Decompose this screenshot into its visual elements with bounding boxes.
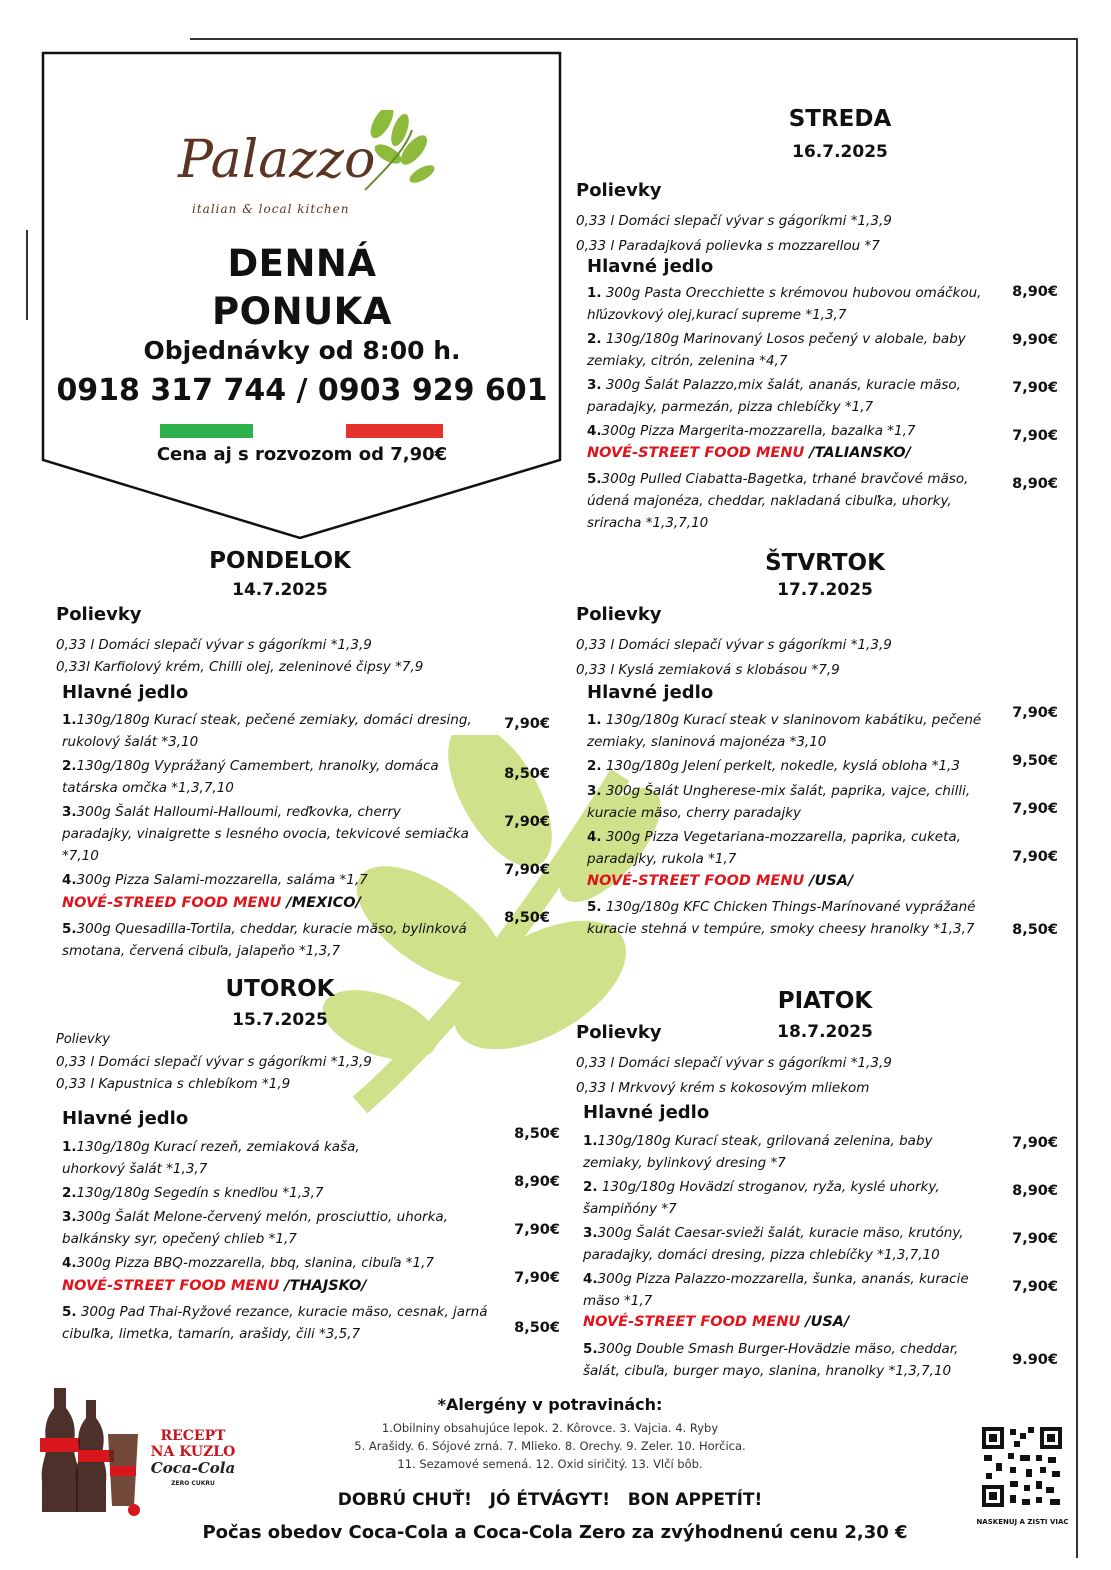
day-date-tuesday: 15.7.2025: [232, 1010, 328, 1030]
title-line-2: PONUKA: [212, 290, 392, 333]
soup-monday-1: 0,33 l Domáci slepačí vývar s gágoríkmi *1,3,9: [56, 637, 372, 653]
price-friday-3: 7,90€: [1012, 1231, 1058, 1247]
qr-caption: NASKENUJ A ZISTI VIAC: [976, 1518, 1069, 1526]
frame-line-left: [26, 230, 28, 320]
promo-brand: Coca-Cola: [150, 1459, 236, 1477]
coca-cola-offer: Počas obedov Coca-Cola a Coca-Cola Zero za zvýhodnenú cenu 2,30 €: [202, 1522, 908, 1543]
price-monday-4: 7,90€: [504, 862, 550, 878]
menu-item-tuesday-1: 1.130g/180g Kurací rezeň, zemiaková kaša, uhorkový šalát *1,3,7: [62, 1139, 360, 1177]
menu-item-thursday-2: 2. 130g/180g Jelení perkelt, nokedle, kyslá obloha *1,3: [587, 758, 960, 774]
menu-item-thursday-4: 4. 300g Pizza Vegetariana-mozzarella, paprika, cuketa, paradajky, rukola *1,7: [587, 829, 961, 867]
day-name-friday: PIATOK: [777, 988, 873, 1014]
allergens-line-3: 11. Sezamové semená. 12. Oxid siričitý. 13. Vlčí bôb.: [397, 1457, 703, 1471]
price-friday-5: 9.90€: [1012, 1352, 1058, 1368]
soups-label-wednesday: Polievky: [576, 180, 662, 201]
frame-line-top: [190, 38, 1078, 40]
qr-code-icon[interactable]: [980, 1425, 1064, 1509]
price-tuesday-4: 7,90€: [514, 1270, 560, 1286]
price-thursday-1: 7,90€: [1012, 705, 1058, 721]
menu-item-monday-3: 3.300g Šalát Halloumi-Halloumi, reďkovka, cherry paradajky, vinaigrette s lesného ovocia, tekvicové semiačka *7,10: [62, 804, 469, 864]
menu-item-friday-2: 2. 130g/180g Hovädzí stroganov, ryža, kyslé uhorky, šampiňóny *7: [583, 1179, 940, 1217]
delivery-price: Cena aj s rozvozom od 7,90€: [156, 444, 448, 465]
mains-label-friday: Hlavné jedlo: [583, 1102, 710, 1123]
frame-line-right: [1076, 38, 1078, 1558]
menu-item-monday-2: 2.130g/180g Vyprážaný Camembert, hranolky, domáca tatárska omčka *1,3,7,10: [62, 758, 439, 796]
menu-item-thursday-5: 5. 130g/180g KFC Chicken Things-Marínované vyprážané kuracie stehná v tempúre, smoky cheesy hranolky *1,3,7: [587, 899, 976, 937]
price-tuesday-3: 7,90€: [514, 1222, 560, 1238]
price-thursday-5: 8,50€: [1012, 922, 1058, 938]
allergens-line-1: 1.Obilniny obsahujúce lepok. 2. Kôrovce. 3. Vajcia. 4. Ryby: [381, 1421, 719, 1435]
promo-line-2: NA KUZLO: [150, 1444, 236, 1460]
price-friday-4: 7,90€: [1012, 1279, 1058, 1295]
price-wednesday-2: 9,90€: [1012, 332, 1058, 348]
price-thursday-4: 7,90€: [1012, 849, 1058, 865]
soup-thursday-1: 0,33 l Domáci slepačí vývar s gágoríkmi *1,3,9: [576, 637, 892, 653]
menu-item-tuesday-2: 2.130g/180g Segedín s knedľou *1,3,7: [62, 1185, 324, 1201]
flag-red-stripe: [346, 424, 443, 438]
mains-label-wednesday: Hlavné jedlo: [587, 256, 714, 277]
street-food-label-monday: NOVÉ-STREED FOOD MENU /MEXICO/: [62, 895, 361, 911]
soups-label-thursday: Polievky: [576, 604, 662, 625]
promo-zero-sugar: ZERO CUKRU: [171, 1480, 215, 1487]
soup-tuesday-2: 0,33 l Kapustnica s chlebíkom *1,9: [56, 1076, 291, 1092]
soup-wednesday-2: 0,33 l Paradajková polievka s mozzarellou *7: [576, 238, 880, 254]
soup-friday-1: 0,33 l Domáci slepačí vývar s gágoríkmi *1,3,9: [576, 1055, 892, 1071]
price-monday-1: 7,90€: [504, 716, 550, 732]
allergens-line-2: 5. Arašidy. 6. Sójové zrná. 7. Mlieko. 8. Orechy. 9. Zeler. 10. Horčica.: [354, 1439, 746, 1453]
day-name-wednesday: STREDA: [788, 106, 892, 132]
soup-monday-2: 0,33l Karfiolový krém, Chilli olej, zeleninové čipsy *7,9: [56, 659, 424, 675]
soups-label-tuesday: Polievky: [56, 1032, 110, 1047]
day-name-monday: PONDELOK: [209, 548, 351, 574]
price-wednesday-1: 8,90€: [1012, 284, 1058, 300]
coca-cola-bottles-image: [34, 1378, 146, 1518]
phone-numbers: 0918 317 744 / 0903 929 601: [56, 373, 548, 408]
menu-item-wednesday-4: 4.300g Pizza Margerita-mozzarella, bazalka *1,7: [587, 423, 916, 439]
menu-item-wednesday-3: 3. 300g Šalát Palazzo,mix šalát, ananás, kuracie mäso, paradajky, parmezán, pizza chlebíčky *1,7: [587, 377, 961, 415]
menu-item-friday-4: 4.300g Pizza Palazzo-mozzarella, šunka, ananás, kuracie mäso *1,7: [583, 1271, 969, 1309]
soups-label-friday: Polievky: [576, 1022, 662, 1043]
menu-item-wednesday-1: 1. 300g Pasta Orecchiette s krémovou hubovou omáčkou, hľúzovkový olej,kurací supreme *1,3,7: [587, 285, 982, 323]
day-name-thursday: ŠTVRTOK: [765, 550, 885, 576]
street-food-label-tuesday: NOVÉ-STREET FOOD MENU /THAJSKO/: [62, 1278, 367, 1294]
day-name-tuesday: UTOROK: [225, 976, 335, 1002]
menu-item-thursday-1: 1. 130g/180g Kurací steak v slaninovom kabátiku, pečené zemiaky, slaninová majonéza *3,10: [587, 712, 982, 750]
mains-label-tuesday: Hlavné jedlo: [62, 1108, 189, 1129]
price-wednesday-4: 7,90€: [1012, 428, 1058, 444]
price-monday-5: 8,50€: [504, 910, 550, 926]
soups-label-monday: Polievky: [56, 604, 142, 625]
price-thursday-3: 7,90€: [1012, 801, 1058, 817]
menu-item-tuesday-5: 5. 300g Pad Thai-Ryžové rezance, kuracie mäso, cesnak, jarná cibuľka, limetka, tamarín, arašidy, čili *3,5,7: [62, 1304, 488, 1342]
palazzo-logo: [150, 110, 450, 225]
menu-item-friday-1: 1.130g/180g Kurací steak, grilovaná zelenina, baby zemiaky, bylinkový dresing *7: [583, 1133, 933, 1171]
price-monday-3: 7,90€: [504, 814, 550, 830]
price-wednesday-5: 8,90€: [1012, 476, 1058, 492]
day-date-monday: 14.7.2025: [232, 580, 328, 600]
menu-item-monday-5: 5.300g Quesadilla-Tortila, cheddar, kuracie mäso, bylinková smotana, červená cibuľa, jalapeňo *1,3,7: [62, 921, 467, 959]
logo-wordmark: Palazzo: [178, 130, 376, 190]
allergens-title: *Alergény v potravinách:: [437, 1395, 663, 1414]
day-date-friday: 18.7.2025: [777, 1022, 873, 1042]
menu-item-tuesday-3: 3.300g Šalát Melone-červený melón, prosciuttio, uhorka, balkánsky syr, opečený chlieb *1,7: [62, 1209, 448, 1247]
promo-line-1: RECEPT: [160, 1428, 226, 1444]
mains-label-thursday: Hlavné jedlo: [587, 682, 714, 703]
price-tuesday-5: 8,50€: [514, 1320, 560, 1336]
soup-thursday-2: 0,33 l Kyslá zemiaková s klobásou *7,9: [576, 662, 840, 678]
price-friday-1: 7,90€: [1012, 1135, 1058, 1151]
soup-tuesday-1: 0,33 l Domáci slepačí vývar s gágoríkmi *1,3,9: [56, 1054, 372, 1070]
price-thursday-2: 9,50€: [1012, 753, 1058, 769]
price-wednesday-3: 7,90€: [1012, 380, 1058, 396]
flag-green-stripe: [160, 424, 253, 438]
street-food-label-thursday: NOVÉ-STREET FOOD MENU /USA/: [587, 873, 854, 889]
soup-friday-2: 0,33 l Mrkvový krém s kokosovým mliekom: [576, 1080, 870, 1096]
street-food-label-friday: NOVÉ-STREET FOOD MENU /USA/: [583, 1314, 850, 1330]
orders-time: Objednávky od 8:00 h.: [143, 336, 461, 365]
menu-item-wednesday-2: 2. 130g/180g Marinovaný Losos pečený v alobale, baby zemiaky, citrón, zelenina *4,7: [587, 331, 966, 369]
price-tuesday-2: 8,90€: [514, 1174, 560, 1190]
menu-item-monday-4: 4.300g Pizza Salami-mozzarella, saláma *1,7: [62, 872, 368, 888]
street-food-label-wednesday: NOVÉ-STREET FOOD MENU /TALIANSKO/: [587, 445, 911, 461]
menu-item-monday-1: 1.130g/180g Kurací steak, pečené zemiaky, domáci dresing, rukolový šalát *3,10: [62, 712, 472, 750]
price-tuesday-1: 8,50€: [514, 1126, 560, 1142]
menu-item-friday-5: 5.300g Double Smash Burger-Hovädzie mäso, cheddar, šalát, cibuľa, burger mayo, slanina, hranolky *1,3,7,10: [583, 1341, 959, 1379]
price-monday-2: 8,50€: [504, 766, 550, 782]
day-date-thursday: 17.7.2025: [777, 580, 873, 600]
title-line-1: DENNÁ: [227, 242, 377, 285]
recept-na-kuzlo-promo: [148, 1428, 238, 1492]
menu-item-friday-3: 3.300g Šalát Caesar-svieži šalát, kuracie mäso, krutóny, paradajky, domáci dresing, pizza chlebíčky *1,3,7,10: [583, 1225, 964, 1263]
day-date-wednesday: 16.7.2025: [792, 142, 888, 162]
price-friday-2: 8,90€: [1012, 1183, 1058, 1199]
mains-label-monday: Hlavné jedlo: [62, 682, 189, 703]
soup-wednesday-1: 0,33 l Domáci slepačí vývar s gágoríkmi *1,3,9: [576, 213, 892, 229]
logo-subtitle: italian & local kitchen: [192, 202, 350, 216]
menu-item-tuesday-4: 4.300g Pizza BBQ-mozzarella, bbq, slanina, cibuľa *1,7: [62, 1255, 435, 1271]
menu-item-wednesday-5: 5.300g Pulled Ciabatta-Bagetka, trhané bravčové mäso, údená majonéza, cheddar, nakladaná cibuľka, uhorky, sriracha *1,3,7,10: [587, 471, 969, 531]
greeting: DOBRÚ CHUŤ! JÓ ÉTVÁGYT! BON APPETÍT!: [337, 1490, 763, 1510]
menu-item-thursday-3: 3. 300g Šalát Ungherese-mix šalát, paprika, vajce, chilli, kuracie mäso, cherry paradajky: [587, 783, 971, 821]
